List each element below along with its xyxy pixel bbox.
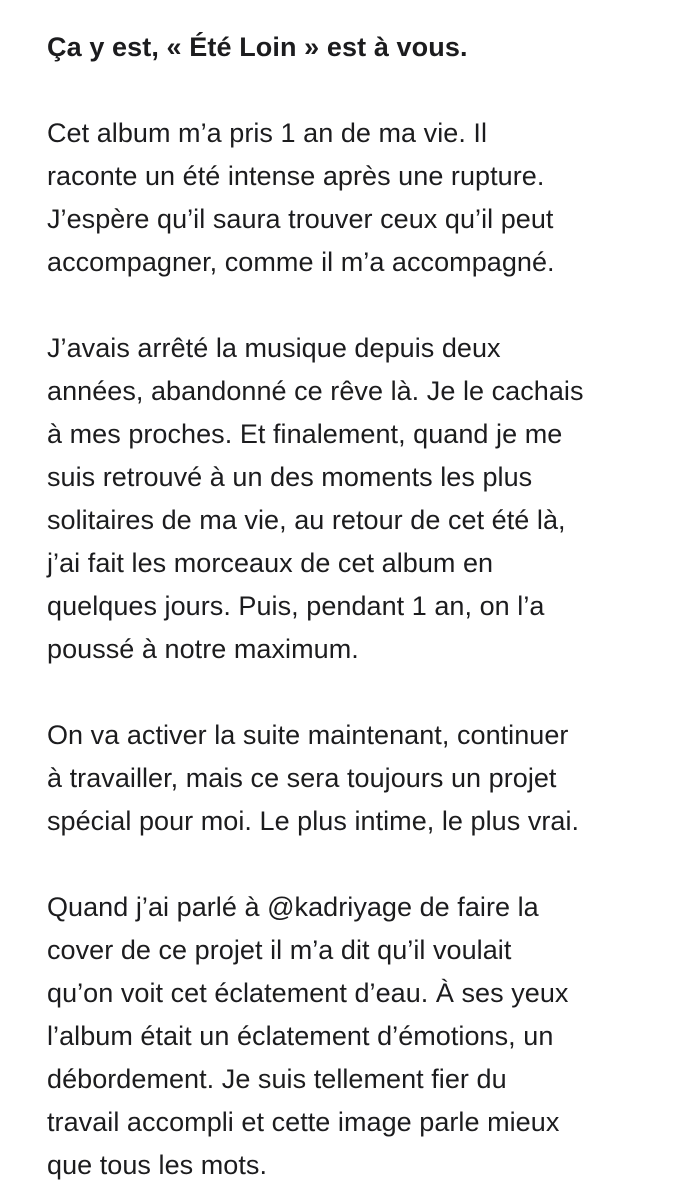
text-line: cover de ce projet il m’a dit qu’il voulait xyxy=(47,935,512,965)
paragraph-spacer xyxy=(47,69,687,112)
paragraph-spacer xyxy=(47,284,687,327)
paragraph-1 xyxy=(47,112,687,284)
text-line: l’album était un éclatement d’émotions, un xyxy=(47,1021,554,1051)
paragraph-spacer xyxy=(47,671,687,714)
note-title: Ça y est, « Été Loin » est à vous. xyxy=(47,32,468,62)
text-line: accompagner, comme il m’a accompagné. xyxy=(47,247,555,277)
text-line: travail accompli et cette image parle mieux xyxy=(47,1107,560,1137)
text-line: débordement. Je suis tellement fier du xyxy=(47,1064,507,1094)
text-line: spécial pour moi. Le plus intime, le plus vrai. xyxy=(47,806,580,836)
text-line: à mes proches. Et finalement, quand je me xyxy=(47,419,563,449)
text-line: J’avais arrêté la musique depuis deux xyxy=(47,333,501,363)
note-body xyxy=(47,26,687,1187)
text-line: que tous les mots. xyxy=(47,1150,268,1180)
text-line: à travailler, mais ce sera toujours un projet xyxy=(47,763,557,793)
text-line: j’ai fait les morceaux de cet album en xyxy=(47,548,494,578)
text-line: On va activer la suite maintenant, continuer xyxy=(47,720,569,750)
text-line: quelques jours. Puis, pendant 1 an, on l’a xyxy=(47,591,545,621)
text-line: Cet album m’a pris 1 an de ma vie. Il xyxy=(47,118,488,148)
paragraph-3 xyxy=(47,714,687,843)
text-line: suis retrouvé à un des moments les plus xyxy=(47,462,533,492)
text-line: années, abandonné ce rêve là. Je le cachais xyxy=(47,376,584,406)
paragraph-4 xyxy=(47,886,687,1187)
text-line: solitaires de ma vie, au retour de cet été là, xyxy=(47,505,566,535)
text-line: qu’on voit cet éclatement d’eau. À ses yeux xyxy=(47,978,569,1008)
text-line: J’espère qu’il saura trouver ceux qu’il peut xyxy=(47,204,554,234)
paragraph-spacer xyxy=(47,843,687,886)
text-line: raconte un été intense après une rupture. xyxy=(47,161,545,191)
text-line: poussé à notre maximum. xyxy=(47,634,359,664)
paragraph-2 xyxy=(47,327,687,671)
text-line: Quand j’ai parlé à @kadriyage de faire la xyxy=(47,892,539,922)
